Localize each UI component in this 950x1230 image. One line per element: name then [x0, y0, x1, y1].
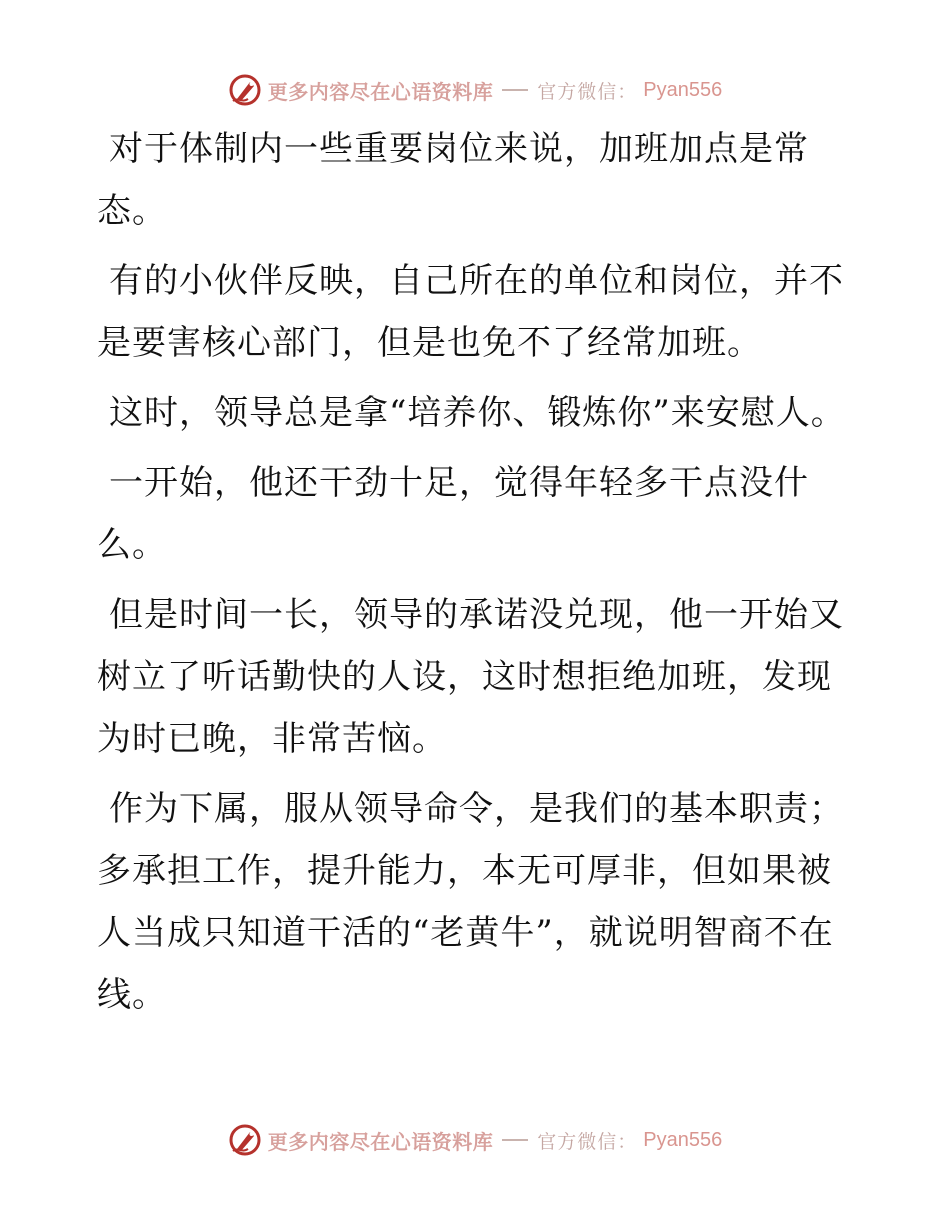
footer-brand-text: 更多内容尽在心语资料库 — [267, 1129, 494, 1154]
header-separator — [502, 89, 528, 91]
header-wechat-id: Pyan556 — [643, 78, 723, 101]
header-wechat-label: 官方微信： — [537, 80, 638, 103]
paragraph: 这时，领导总是拿“培养你、锻炼你”来安慰人。 — [109, 393, 846, 433]
footer-wechat-label: 官方微信： — [537, 1130, 638, 1153]
header-banner — [0, 70, 950, 110]
footer-banner — [0, 1120, 950, 1160]
paragraph: 一开始，他还干劲十足，觉得年轻多干点没什么。 — [97, 463, 809, 565]
paragraph: 作为下属，服从领导命令，是我们的基本职责；多承担工作，提升能力，本无可厚非，但如果被人当成只知道干活的“老黄牛”，就说明智商不在线。 — [97, 789, 844, 1015]
paragraph: 对于体制内一些重要岗位来说，加班加点是常态。 — [97, 129, 809, 231]
header-brand-text: 更多内容尽在心语资料库 — [267, 79, 494, 104]
paragraph: 有的小伙伴反映，自己所在的单位和岗位，并不是要害核心部门，但是也免不了经常加班。 — [97, 261, 844, 363]
paragraph: 但是时间一长，领导的承诺没兑现，他一开始又树立了听话勤快的人设，这时想拒绝加班，发现为时已晚，非常苦恼。 — [97, 595, 844, 759]
pen-nib-logo-icon — [228, 73, 262, 107]
pen-nib-logo-icon — [228, 1123, 262, 1157]
footer-separator — [502, 1139, 528, 1141]
document-body — [97, 118, 857, 1034]
footer-wechat-id: Pyan556 — [643, 1128, 723, 1151]
